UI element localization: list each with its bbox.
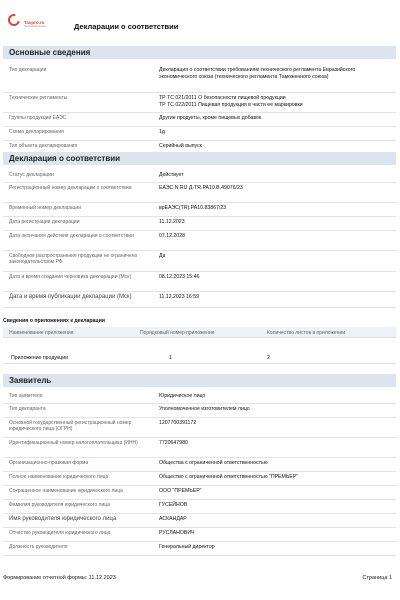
row-inn bbox=[3, 438, 396, 458]
row-value: АСКАНДАР bbox=[159, 516, 187, 523]
row-value: 1д bbox=[159, 129, 165, 136]
page-number: Страница 1 bbox=[362, 575, 392, 581]
attachments-title: Сведения о приложениях к декларации bbox=[3, 318, 105, 324]
row-label: Тип заявителя bbox=[9, 393, 43, 400]
row-value: Серийный выпуск bbox=[159, 143, 202, 150]
section-basic-rows bbox=[3, 65, 396, 155]
attachments-table-header bbox=[3, 327, 396, 338]
row-label: Организационно-правовая форма bbox=[9, 460, 89, 467]
row-head-position bbox=[3, 542, 396, 556]
row-value: Генеральный директор bbox=[159, 544, 215, 551]
row-value: 7720647980 bbox=[159, 440, 188, 447]
page-header bbox=[8, 14, 392, 38]
attachment-sheets: 2 bbox=[267, 354, 270, 361]
row-ogrn bbox=[3, 418, 396, 438]
report-date: Формирование отчетной формы: 11.12.2023 bbox=[3, 575, 116, 581]
row-label: Имя руководителя юридического лица bbox=[9, 516, 117, 523]
row-value: 1207700391172 bbox=[159, 420, 197, 427]
row-value: ООО "ПРЕМЬЕР" bbox=[159, 488, 202, 495]
row-head-name bbox=[3, 514, 396, 528]
row-label: Дата окончания действия декларации о соответствии bbox=[9, 233, 134, 240]
row-tech-regulations bbox=[3, 93, 396, 113]
section-declaration-rows bbox=[3, 170, 396, 308]
document-title: Декларации о соответствии bbox=[74, 22, 179, 31]
row-label: Дата и время публикации декларации (Мск) bbox=[9, 294, 132, 301]
row-value: 11.12.2023 16:59 bbox=[159, 294, 199, 301]
row-value: Уполномоченное изготовителем лицо bbox=[159, 406, 250, 413]
section-declaration-title: Декларация о соответствии bbox=[3, 152, 396, 165]
row-value: Да bbox=[159, 253, 166, 260]
col-header-number: Порядковый номер приложения bbox=[140, 330, 215, 336]
row-end-date bbox=[3, 231, 396, 251]
row-label: Дата регистрации декларации bbox=[9, 219, 80, 226]
col-header-name: Наименование приложения bbox=[9, 330, 74, 336]
row-label: Группы продукции ЕАЭС bbox=[9, 115, 67, 122]
row-label: Отчество руководителя юридического лица bbox=[9, 530, 111, 537]
row-label: Тип декларанта bbox=[9, 406, 46, 413]
row-value: ЕАЭС N RU Д-TR.PA10.B.49076/23 bbox=[159, 185, 243, 192]
section-basic-title: Основные сведения bbox=[3, 46, 396, 59]
row-legal-form bbox=[3, 458, 396, 472]
row-label: Идентификационный номер налогоплательщика (ИНН) bbox=[9, 440, 138, 447]
attachment-name: Приложение продукции bbox=[11, 354, 68, 361]
row-label: Статус декларации bbox=[9, 172, 54, 179]
row-label: Фамилия руководителя юридического лица bbox=[9, 502, 110, 509]
attachment-number: 1 bbox=[169, 354, 172, 361]
row-value: 07.12.2028 bbox=[159, 233, 185, 240]
row-reg-number bbox=[3, 183, 396, 203]
row-full-name bbox=[3, 472, 396, 486]
row-label: Схема декларирования bbox=[9, 129, 64, 136]
section-applicant-rows bbox=[3, 391, 396, 556]
row-draft-created bbox=[3, 272, 396, 292]
logo-text: Taxpro.ru bbox=[24, 20, 45, 25]
row-value: РУСЛАНОВИЧ bbox=[159, 530, 195, 537]
row-short-name bbox=[3, 486, 396, 500]
row-scheme bbox=[3, 127, 396, 141]
row-applicant-type bbox=[3, 391, 396, 404]
row-product-groups bbox=[3, 113, 396, 127]
row-value: Декларация о соответствии требованиям технического регламента Евразийского экономического союза (технического регламента Таможенного союза) bbox=[159, 67, 356, 80]
row-value: Юридическое лицо bbox=[159, 393, 206, 400]
row-value: 08.12.2023 15:46 bbox=[159, 274, 200, 281]
row-label: Сокращенное наименование юридического лица bbox=[9, 488, 123, 495]
row-declarant-type bbox=[3, 404, 396, 418]
row-value: 11.12.2023 bbox=[159, 219, 185, 226]
row-value: ТР ТС 021/2011 О безопасности пищевой продукции ТР ТС 022/2011 Пищевая продукция в части ее маркировки bbox=[159, 95, 303, 108]
row-value: Общества с ограниченной ответственностью bbox=[159, 460, 268, 467]
site-logo[interactable] bbox=[8, 14, 48, 36]
row-declaration-type bbox=[3, 65, 396, 93]
logo-subtitle: Налоговый портал bbox=[24, 25, 46, 28]
row-status bbox=[3, 170, 396, 183]
row-value: врЕАЭС(TR).PA10.83867/23 bbox=[159, 205, 227, 212]
row-label: Тип объекта декларирования bbox=[9, 143, 78, 150]
row-label: Дата и время создания черновика декларации (Мск) bbox=[9, 274, 132, 281]
row-reg-date bbox=[3, 217, 396, 231]
row-label: Основной государственный регистрационный номер юридического лица (ОГРН) bbox=[9, 420, 132, 433]
row-label: Технические регламенты bbox=[9, 95, 68, 102]
logo-icon bbox=[6, 12, 22, 28]
col-header-sheets: Количество листов в приложении bbox=[267, 330, 346, 336]
section-applicant-title: Заявитель bbox=[3, 374, 396, 387]
row-label: Временный номер декларации bbox=[9, 205, 81, 212]
row-value: ГУСЕЙНОВ bbox=[159, 502, 188, 509]
row-published bbox=[3, 292, 396, 308]
row-label: Полное наименование юридического лица bbox=[9, 474, 109, 481]
row-label: Должность руководителя bbox=[9, 544, 68, 551]
attachments-table-row bbox=[3, 350, 396, 364]
row-value: Действует bbox=[159, 172, 184, 179]
row-label: Тип декларации bbox=[9, 67, 47, 74]
row-temp-number bbox=[3, 203, 396, 217]
row-label: Свободное распространение продукции не ограничено законодательством РФ bbox=[9, 253, 138, 266]
row-label: Регистрационный номер декларации о соответствии bbox=[9, 185, 132, 192]
row-head-patronymic bbox=[3, 528, 396, 542]
row-free-distribution bbox=[3, 251, 396, 272]
row-value: Другие продукты, кроме пищевых добавок bbox=[159, 115, 262, 122]
row-head-surname bbox=[3, 500, 396, 514]
row-value: Общество с ограниченной ответственностью "ПРЕМЬЕР" bbox=[159, 474, 299, 481]
